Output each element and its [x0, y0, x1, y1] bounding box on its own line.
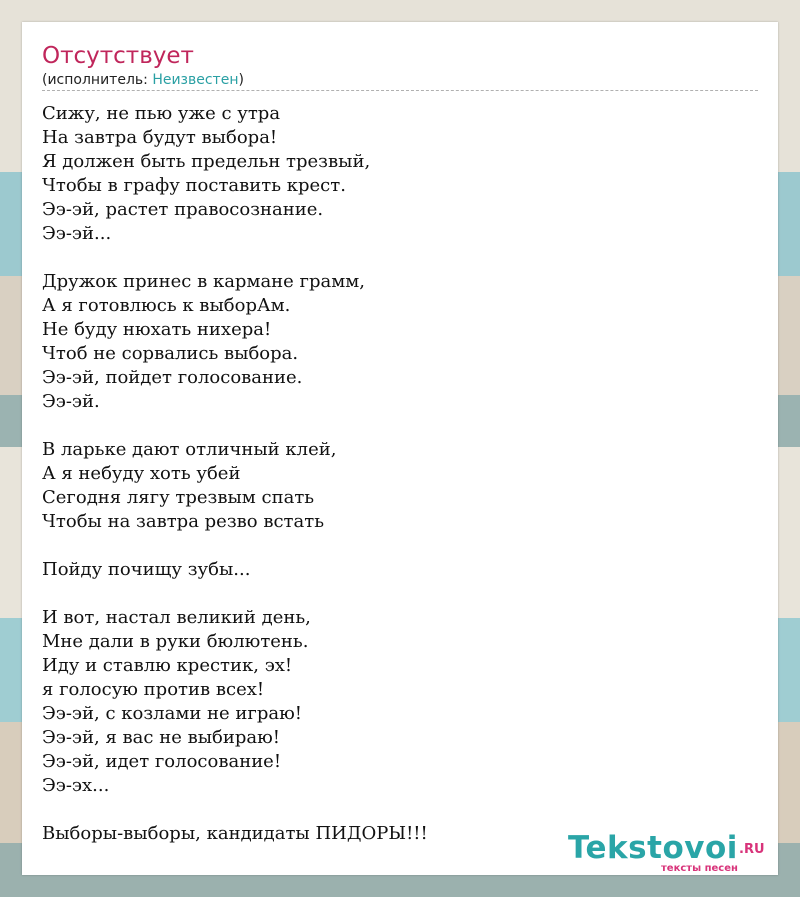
lyric-line: Не буду нюхать нихера!	[42, 319, 272, 340]
song-title: Отсутствует	[42, 43, 194, 69]
lyric-line: Пойду почищу зубы...	[42, 559, 251, 580]
tekstovoi-logo[interactable]	[568, 830, 778, 875]
lyric-line: На завтра будут выбора!	[42, 127, 278, 148]
lyric-line: Ээ-эй, я вас не выбираю!	[42, 727, 281, 748]
logo-tagline: тексты песен	[661, 863, 738, 874]
lyric-line: Ээ-эх...	[42, 775, 110, 796]
title-divider	[42, 90, 758, 91]
lyric-line: Ээ-эй...	[42, 223, 112, 244]
stanza-break	[42, 582, 758, 606]
stanza-break	[42, 414, 758, 438]
lyric-line: Ээ-эй, идет голосование!	[42, 751, 282, 772]
lyric-line: Чтоб не сорвались выбора.	[42, 343, 299, 364]
lyric-line: Я должен быть предельн трезвый,	[42, 151, 371, 172]
stanza-break	[42, 798, 758, 822]
lyric-line: В ларьке дают отличный клей,	[42, 439, 337, 460]
lyric-line: Чтобы в графу поставить крест.	[42, 175, 346, 196]
lyric-line: Сегодня лягу трезвым спать	[42, 487, 315, 508]
lyric-line: И вот, настал великий день,	[42, 607, 311, 628]
artist-prefix: (исполнитель:	[42, 72, 153, 88]
lyric-line: Мне дали в руки бюлютень.	[42, 631, 309, 652]
lyric-line: Ээ-эй, растет правосознание.	[42, 199, 324, 220]
lyric-line: Чтобы на завтра резво встать	[42, 511, 325, 532]
lyric-line: Выборы-выборы, кандидаты ПИДОРЫ!!!	[42, 823, 428, 844]
lyric-line: Ээ-эй, пойдет голосование.	[42, 367, 303, 388]
lyric-line: Дружок принес в кармане грамм,	[42, 271, 365, 292]
lyric-line: я голосую против всех!	[42, 679, 265, 700]
artist-link[interactable]: Неизвестен	[152, 72, 239, 88]
lyric-line: А я небуду хоть убей	[42, 463, 241, 484]
lyric-line: Ээ-эй, с козлами не играю!	[42, 703, 303, 724]
logo-tld: .RU	[739, 842, 765, 857]
artist-line	[42, 71, 244, 89]
lyric-line: Ээ-эй.	[42, 391, 100, 412]
lyrics-text	[42, 102, 758, 846]
lyrics-card	[22, 22, 778, 875]
artist-suffix: )	[238, 72, 244, 88]
lyric-line: А я готовлюсь к выборАм.	[42, 295, 291, 316]
lyric-line: Иду и ставлю крестик, эх!	[42, 655, 293, 676]
logo-name: Tekstovoi	[568, 830, 738, 866]
stanza-break	[42, 534, 758, 558]
lyric-line: Сижу, не пью уже с утра	[42, 103, 281, 124]
stanza-break	[42, 246, 758, 270]
